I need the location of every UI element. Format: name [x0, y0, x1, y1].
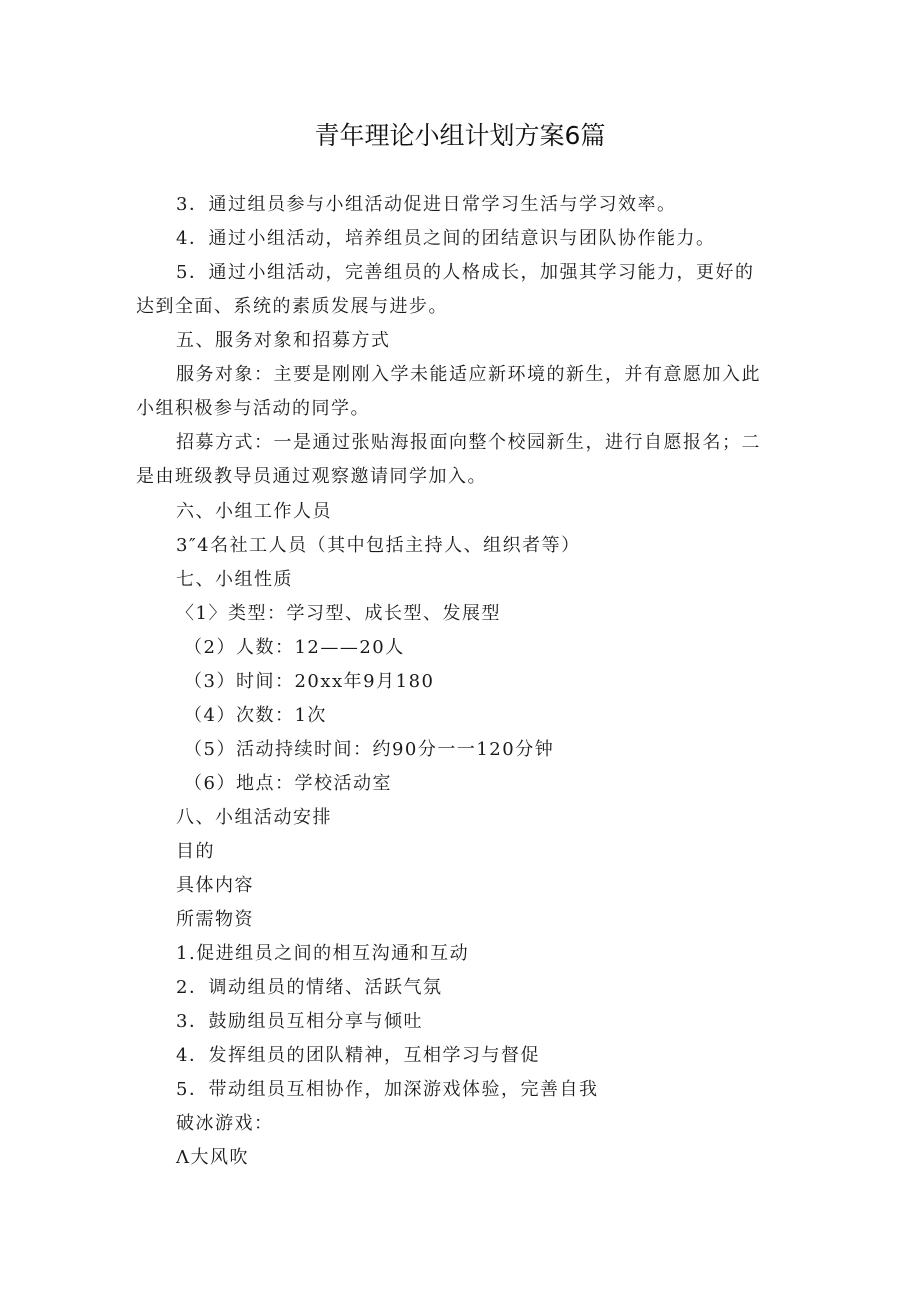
list-item: （6）地点：学校活动室	[184, 773, 392, 794]
list-item: 4．发挥组员的团队精神，互相学习与督促	[176, 1045, 540, 1066]
section-heading: 七、小组性质	[176, 569, 293, 590]
list-item: 2．调动组员的情绪、活跃气氛	[176, 977, 443, 998]
paragraph-line: 破冰游戏：	[176, 1113, 274, 1134]
list-item: 〈1〉类型：学习型、成长型、发展型	[176, 603, 501, 624]
paragraph-line: 3″4名社工人员（其中包括主持人、组织者等）	[176, 535, 581, 556]
list-item: （5）活动持续时间：约90分一一120分钟	[184, 739, 555, 760]
list-item: （4）次数：1次	[184, 705, 327, 726]
paragraph-line: 是由班级教导员通过观察邀请同学加入。	[136, 466, 487, 487]
document-title: 青年理论小组计划方案6篇	[314, 121, 606, 150]
list-item: 5．带动组员互相协作，加深游戏体验，完善自我	[176, 1079, 599, 1100]
list-item: （3）时间：20xx年9月180	[184, 671, 435, 692]
paragraph-line: 具体内容	[176, 875, 254, 896]
list-item: （2）人数：12——20人	[184, 637, 405, 658]
paragraph-line: 服务对象：主要是刚刚入学未能适应新环境的新生，并有意愿加入此	[176, 364, 761, 385]
paragraph-line: 所需物资	[176, 909, 254, 930]
paragraph-line: 3．通过组员参与小组活动促进日常学习生活与学习效率。	[176, 194, 677, 215]
paragraph-line: Λ大风吹	[176, 1147, 249, 1168]
paragraph-line: 招募方式：一是通过张贴海报面向整个校园新生，进行自愿报名；二	[176, 432, 761, 453]
paragraph-line: 5．通过小组活动，完善组员的人格成长，加强其学习能力，更好的	[176, 262, 755, 283]
list-item: 1.促进组员之间的相互沟通和互动	[176, 943, 470, 964]
list-item: 3．鼓励组员互相分享与倾吐	[176, 1011, 423, 1032]
section-heading: 六、小组工作人员	[176, 501, 332, 522]
paragraph-line: 4．通过小组活动，培养组员之间的团结意识与团队协作能力。	[176, 228, 716, 249]
paragraph-line: 达到全面、系统的素质发展与进步。	[136, 296, 448, 317]
section-heading: 八、小组活动安排	[176, 807, 332, 828]
paragraph-line: 目的	[176, 841, 215, 862]
section-heading: 五、服务对象和招募方式	[176, 330, 391, 351]
paragraph-line: 小组积极参与活动的同学。	[136, 398, 370, 419]
